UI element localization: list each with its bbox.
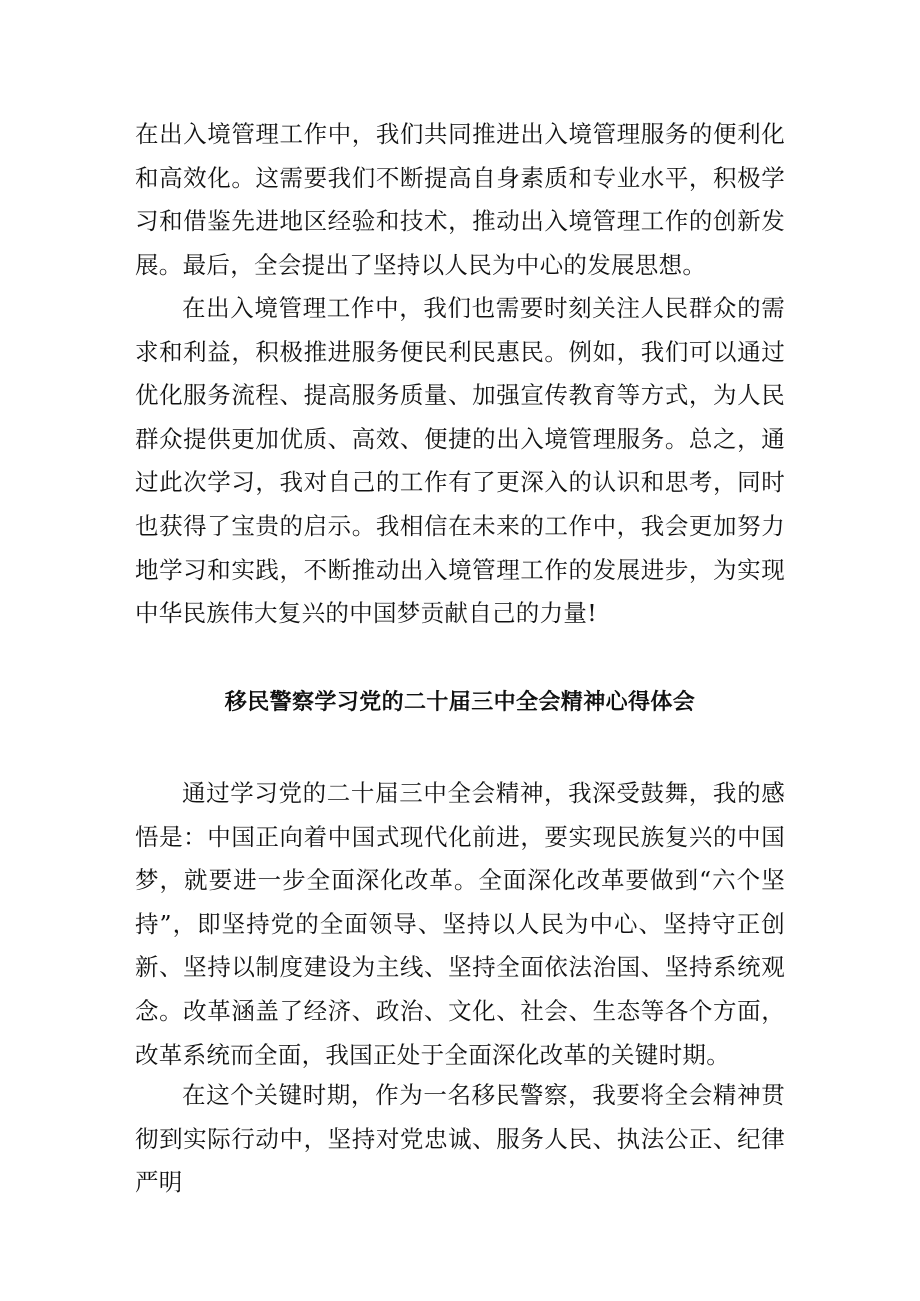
paragraph: 通过学习党的二十届三中全会精神，我深受鼓舞，我的感悟是：中国正向着中国式现代化前进，要实现民族复兴的中国梦，就要进一步全面深化改革。全面深化改革要做到“六个坚持”，即坚持党的全面领导、坚持以人民为中心、坚持守正创新、坚持以制度建设为主线、坚持全面依法治国、坚持系统观念。改革涵盖了经济、政治、文化、社会、生态等各个方面，改革系统而全面，我国正处于全面深化改革的关键时期。 (135, 779, 785, 1069)
section-title: 移民警察学习党的二十届三中全会精神心得体会 (224, 689, 696, 715)
paragraph: 在这个关键时期，作为一名移民警察，我要将全会精神贯彻到实际行动中，坚持对党忠诚、服务人民、执法公正、纪律严明 (135, 1081, 785, 1197)
paragraph-continuation: 在出入境管理工作中，我们共同推进出入境管理服务的便利化和高效化。这需要我们不断提高自身素质和专业水平，积极学习和借鉴先进地区经验和技术，推动出入境管理工作的创新发展。最后，全会提出了坚持以人民为中心的发展思想。 (135, 120, 785, 279)
paragraph: 在出入境管理工作中，我们也需要时刻关注人民群众的需求和利益，积极推进服务便民利民惠民。例如，我们可以通过优化服务流程、提高服务质量、加强宣传教育等方式，为人民群众提供更加优质、高效、便捷的出入境管理服务。总之，通过此次学习，我对自己的工作有了更深入的认识和思考，同时也获得了宝贵的启示。我相信在未来的工作中，我会更加努力地学习和实践，不断推动出入境管理工作的发展进步，为实现中华民族伟大复兴的中国梦贡献自己的力量! (135, 294, 785, 628)
